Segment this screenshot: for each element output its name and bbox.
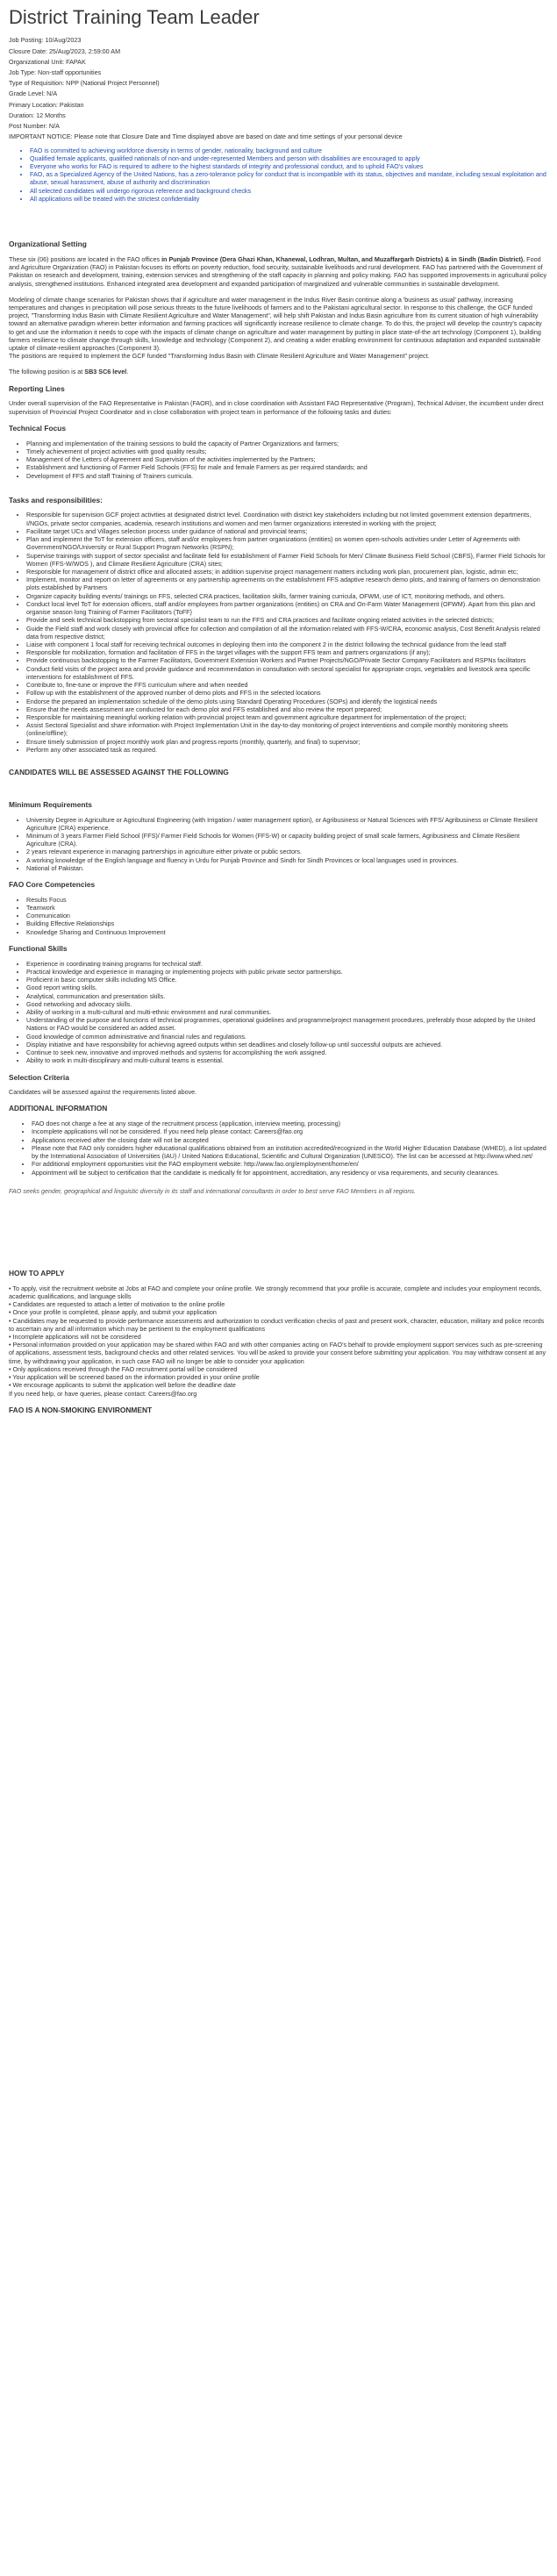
list-item: • Experience in coordinating training programs for technical staff. bbox=[26, 960, 548, 968]
list-item: • Responsible for maintaining meaningful working relation with provincial project team and government agriculture department for implementation of the project; bbox=[26, 713, 548, 721]
list-item: • Analytical, communication and presentation skills. bbox=[26, 992, 548, 1000]
list-item: • Guide the Field staff and work closely with provincial office for collection and compilation of all the information related with FFS-W/CRA, economic analysis, Cost Benefit Analysis related data from respective district; bbox=[26, 625, 548, 640]
list-item: • Knowledge Sharing and Continuous Improvement bbox=[26, 928, 548, 936]
list-item: • Follow up with the establishment of the approved number of demo plots and FFS in the selected locations bbox=[26, 689, 548, 697]
list-item: • Incomplete applications will not be considered. If you need help please contact: Careers@fao.org bbox=[32, 1127, 548, 1135]
org-setting-locations: in Punjab Province (Dera Ghazi Khan, Khanewal, Lodhran, Multan, and Muzaffargarh Districts) & in Sindh (Badin District). bbox=[161, 254, 525, 263]
apply-line: • Once your profile is completed, please apply, and submit your application bbox=[9, 1308, 217, 1317]
list-item: • Teamwork bbox=[26, 904, 548, 912]
list-item: • FAO does not charge a fee at any stage of the recruitment process (application, interview meeting, processing) bbox=[32, 1120, 548, 1127]
meta-duration: Duration: 12 Months bbox=[9, 111, 66, 119]
list-item: • Applications received after the closing date will not be accepted bbox=[32, 1136, 548, 1144]
apply-line: • Incomplete applications will not be considered bbox=[9, 1333, 141, 1342]
additional-info-list bbox=[9, 1120, 548, 1177]
competencies-heading: FAO Core Competencies bbox=[9, 880, 96, 890]
list-item: • Responsible for mobilization, formation and facilitation of FFS in the target villages with the support FFS team and partners organizations (if any); bbox=[26, 648, 548, 656]
list-item: • 2 years relevant experience in managing partnerships in agriculture either private or public sectors. bbox=[26, 848, 548, 855]
list-item: • For additional employment opportunities visit the FAO employment website: http://www.fao.org/employment/home/en/ bbox=[32, 1160, 548, 1168]
level-paragraph bbox=[9, 368, 548, 376]
important-notice: IMPORTANT NOTICE: Please note that Closure Date and Time displayed above are based on date and time settings of your personal device bbox=[9, 132, 403, 141]
tasks-list bbox=[9, 511, 548, 754]
job-meta bbox=[9, 36, 548, 130]
list-item: • Practical knowledge and experience in managing or implementing projects with public private sector partnerships. bbox=[26, 968, 548, 976]
additional-info-heading: ADDITIONAL INFORMATION bbox=[9, 1104, 108, 1113]
list-item: • Contribute to, fine-tune or improve the FFS curriculum where and when needed bbox=[26, 681, 548, 689]
list-item: • Continue to seek new, innovative and improved methods and systems for accomplishing the work assigned. bbox=[26, 1048, 548, 1056]
list-item: • Organize capacity building events/ trainings on FFS, selected CRA practices, facilitation skills, farmer training curricula, OFWM, use of ICT, monitoring methods, and others. bbox=[26, 592, 548, 600]
selection-criteria-heading: Selection Criteria bbox=[9, 1072, 69, 1082]
diversity-note: FAO seeks gender, geographical and linguistic diversity in its staff and international consultants in order to best serve FAO Members in all regions. bbox=[9, 1186, 416, 1195]
list-item: • Provide and seek technical backstopping from sectoral specialist team to run the FFS and CRA practices and facilitate ongoing related activities in the selected districts; bbox=[26, 616, 548, 624]
policy-list bbox=[9, 147, 548, 204]
meta-grade-level: Grade Level: N/A bbox=[9, 89, 58, 98]
list-item: • Assist Sectoral Specialist and share information with Project Implementation Unit in the day-to-day monitoring of project interventions and compile monthly monitoring sheets (online/offline); bbox=[26, 721, 548, 737]
apply-line: • Candidates may be requested to provide performance assessments and authorization to conduct verification checks of past and present work, character, education, military and police records to ascertain any and all information which may be pertinent to the employment qualifications bbox=[9, 1316, 545, 1333]
list-item: • Please note that FAO only considers higher educational qualifications obtained from an institution accredited/recognized in the World Higher Education Database (WHED), a list updated by the International Association of Universities (IAU) / United Nations Educational, Scientific and Cultural Organization (UNESCO). The list can be accessed at http://www.whed.net/ bbox=[32, 1144, 548, 1160]
help-contact-line: If you need help, or have queries, please contact: Careers@fao.org bbox=[9, 1389, 197, 1398]
apply-line: • Only applications received through the FAO recruitment portal will be considered bbox=[9, 1364, 238, 1373]
list-item: • Appointment will be subject to certification that the candidate is medically fit for appointment, accreditation, any residency or visa requirements, and security clearances. bbox=[32, 1169, 548, 1177]
functional-skills-heading: Functional Skills bbox=[9, 943, 68, 953]
list-item: • Provide continuous backstopping to the Farmer Facilitators, Government Extension Workers and Partner Projects/NGO/Private Sector Company Facilitators and RSPNs facilitators bbox=[26, 656, 548, 664]
level-end: . bbox=[126, 368, 129, 376]
minimum-requirements-list bbox=[9, 816, 548, 873]
list-item: • Supervise trainings with support of sector specialist and facilitate field for establishment of Farmer Field Schools for Men/ Climate Business Field School (CBFS), Farmer Field Schools for Women (FFS-W/WOS ), and Climate Resilient Agriculture (CRA) sites; bbox=[26, 552, 548, 568]
apply-line: • Your application will be screened based on the information provided in your online profile bbox=[9, 1373, 260, 1382]
level-text: The following position is at bbox=[9, 368, 85, 376]
policy-item: • Everyone who works for FAO is required to adhere to the highest standards of integrity and professional conduct, and to uphold FAO's values bbox=[30, 162, 548, 170]
policy-item: • All selected candidates will undergo rigorous reference and background checks bbox=[30, 187, 548, 195]
climate-paragraph: Modeling of climate change scenarios for Pakistan shows that if agriculture and water management in the Indus River Basin continue along a 'business as usual' pathway, increasing temperatures and changes in precipitation will pose serious threats to the future livelihoods of farmers and to the Pakistani agricultural sector. In response to this challenge, the GCF funded project, "Transforming Indus Basin with Climate Resilient Agriculture and Water Management", will help shift Pakistan and Indus Basin agriculture from its current situation of high vulnerability toward an alternative paradigm wherein better information and farming practices will significantly increase resilience to climate change. To do this, the project will develop the country's capacity to get and use the information it needs to cope with the impacts of climate change on agriculture and water management by putting in place state-of-the art technology (Component 1), building farmers resilience to climate change through skills, knowledge and technology (Component 2), and creating a wider enabling environment for continuous adaptation and expanded sustainable uptake of climate-resilient approaches (Component 3). bbox=[9, 295, 542, 353]
apply-line: • Personal information provided on your application may be shared within FAO and with other companies acting on FAO's behalf to provide employment support services such as pre-screening of applications, assessment tests, background checks and other related services. You will be asked to provide your consent before submitting your application. You may withdraw consent at any time, by withdrawing your application, in such case FAO will no longer be able to consider your application bbox=[9, 1341, 546, 1365]
org-setting-heading: Organizational Setting bbox=[9, 240, 87, 249]
list-item: • Planning and implementation of the training sessions to build the capacity of Partner Organizations and farmers; bbox=[26, 440, 548, 447]
list-item: • Results Focus bbox=[26, 896, 548, 904]
list-item: • Good report writing skills. bbox=[26, 984, 548, 991]
meta-location: Primary Location: Pakistan bbox=[9, 100, 84, 109]
list-item: • Ensure timely submission of project monthly work plan and progress reports (monthly, quarterly, and final) to supervisor; bbox=[26, 738, 548, 746]
list-item: • Facilitate target UCs and Villages selection process under guidance of national and provincial teams; bbox=[26, 527, 548, 535]
apply-line: • We encourage applicants to submit the application well before the deadline date bbox=[9, 1381, 236, 1390]
list-item: • Implement, monitor and report on letter of agreements or any partnership agreements on the establishment FFS adaptive research demo plots, and training of farmers on demonstration plots established by Partners bbox=[26, 576, 548, 591]
list-item: • Liaise with component 1 focal staff for receiving technical outcomes in deploying them into the component 2 in the district following the technical guidance from the lead staff bbox=[26, 640, 548, 648]
policy-item: • FAO, as a Specialized Agency of the United Nations, has a zero-tolerance policy for conduct that is incompatible with its status, objectives and mandate, including sexual exploitation and abuse, sexual harassment, abuse of authority and discrimination bbox=[30, 170, 548, 186]
list-item: • Conduct local level ToT for extension officers, staff and/or employees from partner organizations (entities) on CRA and On-Farm Water Management (OFWM). Apart from this plan and organise season long Training of Farmer Facilitators (ToFF) bbox=[26, 600, 548, 616]
org-setting-text: These six (06) positions are located in the FAO offices bbox=[9, 254, 162, 263]
meta-job-type: Job Type: Non-staff opportunities bbox=[9, 68, 102, 77]
list-item: • Development of FFS and staff Training of Trainers curricula. bbox=[26, 472, 548, 480]
non-smoking-heading: FAO IS A NON-SMOKING ENVIRONMENT bbox=[9, 1405, 153, 1414]
meta-closure-date: Closure Date: 25/Aug/2023, 2:59:00 AM bbox=[9, 47, 121, 55]
apply-line: • Candidates are requested to attach a letter of motivation to the online profile bbox=[9, 1300, 225, 1309]
list-item: • Perform any other associated task as required. bbox=[26, 746, 548, 754]
meta-posting-date: Job Posting: 10/Aug/2023 bbox=[9, 36, 82, 45]
how-to-apply-heading: HOW TO APPLY bbox=[9, 1268, 65, 1277]
list-item: • Responsible for management of district office and allocated assets; in addition supervise project management matters including work plan, procurement plan, logistic, admin etc; bbox=[26, 568, 548, 576]
policy-item: • All applications will be treated with the strictest confidentiality bbox=[30, 195, 548, 203]
list-item: • Good networking and advocacy skills. bbox=[26, 1000, 548, 1008]
page-title: District Training Team Leader bbox=[9, 6, 260, 28]
list-item: • University Degree in Agriculture or Agricultural Engineering (with Irrigation / water management option), or Agribusiness or Natural Sciences with FFS/ Agribusiness or Climate Resilient Agriculture (CRA) experience. bbox=[26, 816, 548, 832]
minimum-requirements-heading: Minimum Requirements bbox=[9, 799, 92, 809]
list-item: • Endorse the prepared an implementation schedule of the demo plots using Standard Operating Procedures (SOPs) and identify the logistical needs bbox=[26, 698, 548, 705]
list-item: • Minimum of 3 years Farmer Field School (FFS)/ Farmer Field Schools for Women (FFS-W) or capacity building project of small scale farmers, Agribusiness and Climate Resilient Agriculture (CRA). bbox=[26, 832, 548, 848]
list-item: • Communication bbox=[26, 912, 548, 919]
list-item: • Ensure that the needs assessment are conducted for each demo plot and FFS established and also review the report prepared; bbox=[26, 705, 548, 713]
how-to-apply-list bbox=[9, 1284, 548, 1398]
technical-focus-heading: Technical Focus bbox=[9, 423, 66, 433]
list-item: • Building Effective Relationships bbox=[26, 919, 548, 927]
candidates-heading: CANDIDATES WILL BE ASSESSED AGAINST THE FOLLOWING bbox=[9, 768, 229, 777]
list-item: • Establishment and functioning of Farmer Field Schools (FFS) for male and female Farmers as per required standards; and bbox=[26, 463, 548, 471]
list-item: • Proficient in basic computer skills including MS Office. bbox=[26, 976, 548, 984]
reporting-heading: Reporting Lines bbox=[9, 383, 65, 393]
project-paragraph: The positions are required to implement the GCF funded "Transforming Indus Basin with Climate Resilient Agriculture and Water Management" project. bbox=[9, 352, 430, 361]
technical-focus-list bbox=[9, 440, 548, 480]
list-item: • Ability to work in multi-disciplinary and multi-cultural teams is essential. bbox=[26, 1056, 548, 1064]
list-item: • Timely achievement of project activities with good quality results; bbox=[26, 447, 548, 455]
list-item: • Display initiative and have responsibility for achieving agreed outputs within set deadlines and closely follow-up until successful outputs are achieved. bbox=[26, 1041, 548, 1048]
list-item: • National of Pakistan. bbox=[26, 864, 548, 872]
list-item: • A working knowledge of the English language and fluency in Urdu for Punjab Province and Sindh for Sindh Provinces or local languages used in provinces. bbox=[26, 856, 548, 864]
list-item: • Plan and implement the ToT for extension officers, staff and/or employees from partner organizations (entities) on women open-schools activities under Letter of Agreements with Government/NGO/University or Rural Support Program Networks (RSPN); bbox=[26, 535, 548, 551]
list-item: • Conduct field visits of the project area and provide guidance and recommendation in consultation with sectoral specialist for appropriate crops, vegetables and livestock area specific interventions for establishment of FFS. bbox=[26, 665, 548, 681]
list-item: • Good knowledge of common administrative and financial rules and regulations. bbox=[26, 1033, 548, 1041]
reporting-text: Under overall supervision of the FAO Representative in Pakistan (FAOR), and in close coordination with Assistant FAO Representative (Program), Technical Adviser, the incumbent under direct supervision of Provincial Project Coordinator and in close collaboration with project team in performance of the following tasks and duties: bbox=[9, 399, 544, 416]
apply-line: • To apply, visit the recruitment website at Jobs at FAO and complete your online profile. We strongly recommend that your profile is accurate, complete and includes your employment records, academic qualifications, and language skills bbox=[9, 1284, 542, 1300]
list-item: • Management of the Letters of Agreement and Supervision of the activities implemented by the Partners; bbox=[26, 455, 548, 463]
policy-item: • FAO is committed to achieving workforce diversity in terms of gender, nationality, background and culture bbox=[30, 147, 548, 154]
selection-criteria-text: Candidates will be assessed against the requirements listed above. bbox=[9, 1088, 197, 1097]
meta-org-unit: Organizational Unit: FAPAK bbox=[9, 57, 86, 66]
competencies-list bbox=[9, 896, 548, 936]
functional-skills-list bbox=[9, 960, 548, 1065]
meta-post-number: Post Number: N/A bbox=[9, 122, 60, 131]
org-setting-text-cont: Food and Agriculture Organization (FAO) in Pakistan focuses its efforts on poverty reduction, food security, sustainable livelihoods and rural development. FAO has partnered with the Government of Pakistan on research and development, training, extension services and strengthening of the staff capacity in planning and policy making. FAO has supported improvements in agricultural policy analysis, strengthened institutions. Enhanced integrated area development and expanded participation of marginalized and vulnerable communities in sustainable development. bbox=[9, 254, 547, 288]
org-setting-paragraph bbox=[9, 255, 548, 288]
list-item: • Understanding of the purpose and functions of technical programmes, operational guidelines and programme/project management procedures, preferably those adopted by the United Nations or FAO would be considered an added asset. bbox=[26, 1016, 548, 1032]
list-item: • Responsible for supervision GCF project activities at designated district level. Coordination with district key stakeholders including but not limited government extension departments, I/NGOs, private sector companies, academia, research institutions and women and men farmer organizations interested in working with the project; bbox=[26, 511, 548, 526]
policy-item: • Qualified female applicants, qualified nationals of non-and under-represented Members and person with disabilities are encouraged to apply bbox=[30, 154, 548, 162]
meta-requisition-type: Type of Requisition: NPP (National Project Personnel) bbox=[9, 79, 160, 88]
level-value: SB3 SC6 level bbox=[84, 368, 127, 376]
list-item: • Ability of working in a multi-cultural and multi-ethnic environment and rural communities. bbox=[26, 1008, 548, 1016]
tasks-heading: Tasks and responsibilities: bbox=[9, 495, 103, 504]
